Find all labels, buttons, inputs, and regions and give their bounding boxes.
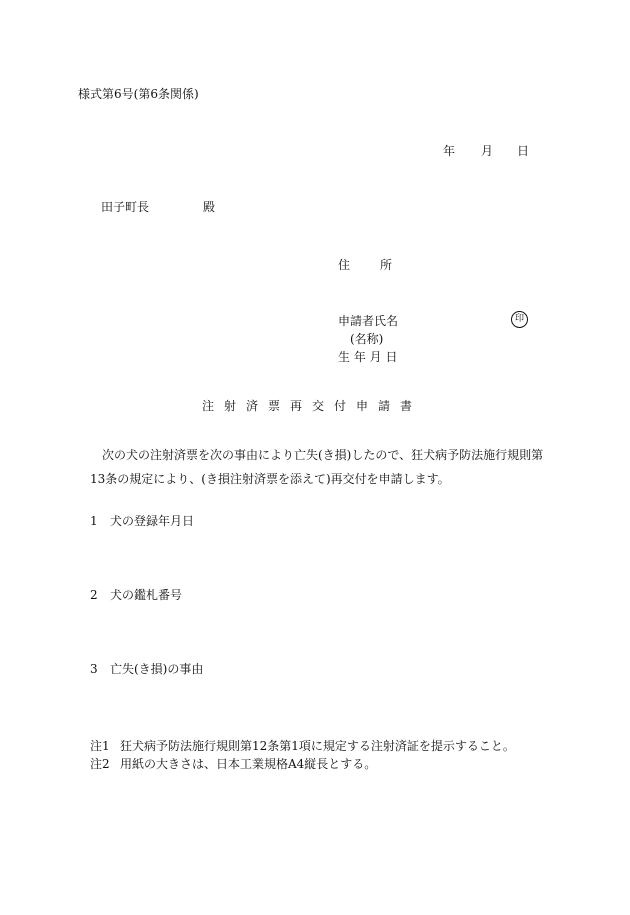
- address-label: [338, 256, 392, 273]
- applicant-name-sub-label: (名称): [350, 332, 384, 346]
- addressee: [101, 198, 215, 215]
- seal-icon: 印: [511, 311, 528, 328]
- addressee-name: 田子町長: [101, 200, 150, 214]
- date-line: [443, 142, 529, 159]
- item-number: 3: [90, 662, 98, 676]
- item-loss-reason: [90, 660, 203, 677]
- note-text: 狂犬病予防法施行規則第12条第1項に規定する注射済証を提示すること。: [120, 739, 515, 753]
- body-text: 次の犬の注射済票を次の事由により亡失(き損)したので、狂犬病予防法施行規則第13条の規定により、(き損注射済票を添えて)再交付を申請します。: [90, 448, 544, 486]
- address-label-part1: 住: [338, 258, 351, 272]
- birth-date-label: 生 年 月 日: [338, 350, 398, 364]
- item-number: 1: [90, 514, 98, 528]
- date-day-label: 日: [517, 144, 530, 158]
- item-registration-date: [90, 512, 194, 529]
- item-label: 亡失(き損)の事由: [110, 662, 204, 676]
- note-2: [90, 755, 376, 772]
- note-text: 用紙の大きさは、日本工業規格A4縦長とする。: [120, 757, 377, 771]
- item-label: 犬の鑑札番号: [110, 588, 183, 602]
- addressee-honorific: 殿: [203, 200, 216, 214]
- note-1: [90, 737, 515, 754]
- note-number: 注2: [90, 757, 110, 771]
- form-number: 様式第6号(第6条関係): [78, 87, 199, 101]
- item-label: 犬の登録年月日: [110, 514, 195, 528]
- item-tag-number: [90, 586, 182, 603]
- date-month-label: 月: [481, 144, 494, 158]
- date-year-label: 年: [443, 144, 456, 158]
- applicant-name-label: 申請者氏名: [338, 314, 399, 328]
- document-title: 注射済票再交付申請書: [202, 399, 423, 413]
- note-number: 注1: [90, 739, 110, 753]
- address-label-part2: 所: [380, 258, 393, 272]
- item-number: 2: [90, 588, 98, 602]
